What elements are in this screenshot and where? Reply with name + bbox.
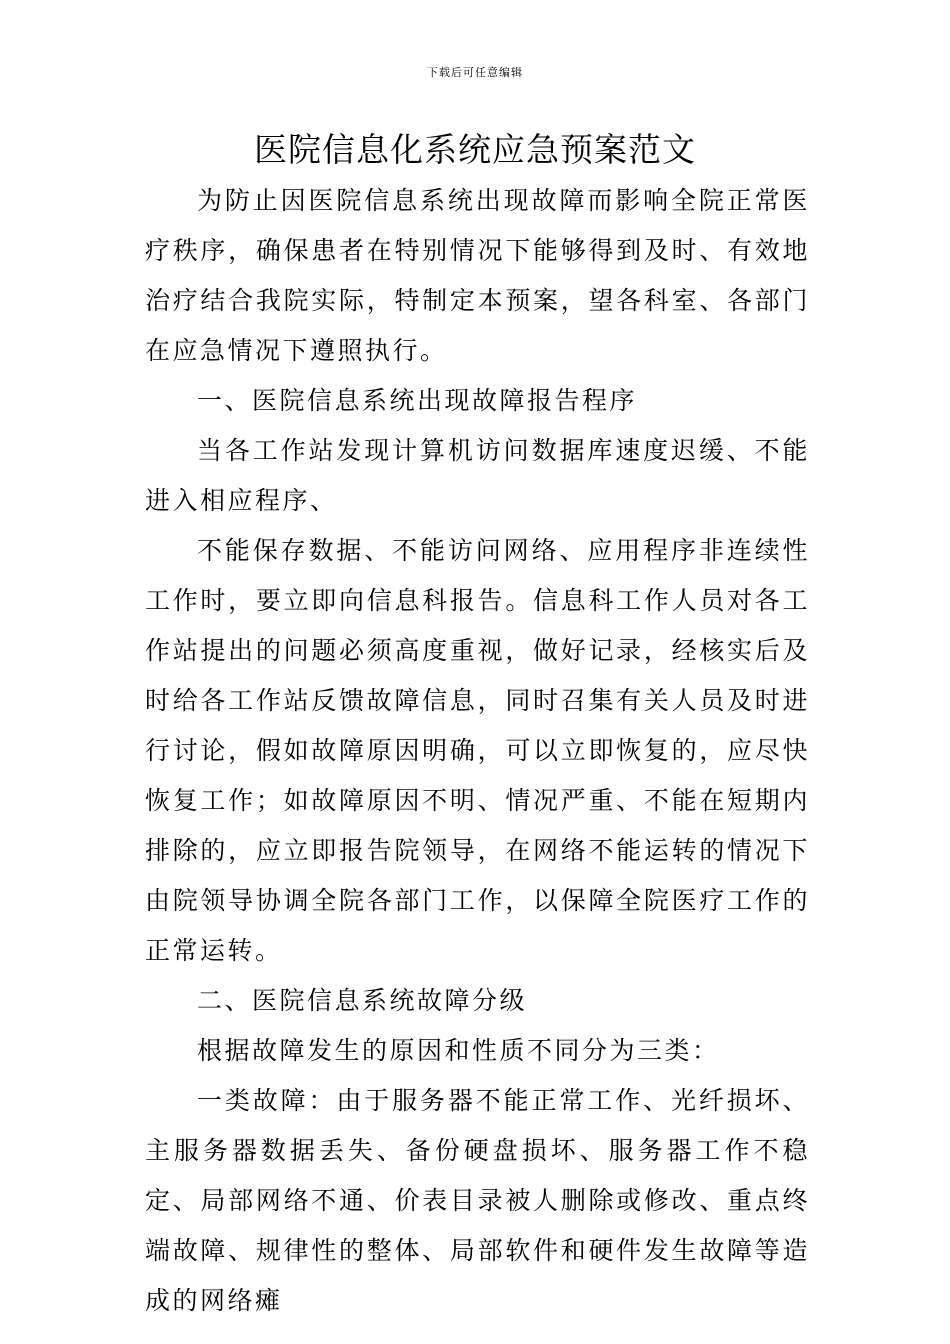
document-body — [145, 176, 810, 1326]
paragraph-report-1: 当各工作站发现计算机访问数据库速度迟缓、不能进入相应程序、 — [145, 436, 810, 515]
paragraph-report-2: 不能保存数据、不能访问网络、应用程序非连续性工作时，要立即向信息科报告。信息科工作人员对各工作站提出的问题必须高度重视，做好记录，经核实后及时给各工作站反馈故障信息，同时召集有关人员及时进行讨论，假如故障原因明确，可以立即恢复的，应尽快恢复工作；如故障原因不明、情况严重、不能在短期内排除的，应立即报告院领导，在网络不能运转的情况下由院领导协调全院各部门工作，以保障全院医疗工作的正常运转。 — [145, 536, 810, 965]
document-title: 医院信息化系统应急预案范文 — [254, 130, 696, 169]
paragraph-classification: 根据故障发生的原因和性质不同分为三类： — [197, 1036, 720, 1065]
section-heading-2: 二、医院信息系统故障分级 — [197, 986, 528, 1015]
paragraph-intro: 为防止因医院信息系统出现故障而影响全院正常医疗秩序，确保患者在特别情况下能够得到及时、有效地治疗结合我院实际，特制定本预案，望各科室、各部门在应急情况下遵照执行。 — [145, 186, 810, 365]
header-note: 下载后可任意编辑 — [427, 66, 523, 79]
section-heading-1: 一、医院信息系统出现故障报告程序 — [197, 386, 638, 415]
paragraph-class-one: 一类故障：由于服务器不能正常工作、光纤损坏、主服务器数据丢失、备份硬盘损坏、服务器工作不稳定、局部网络不通、价表目录被人删除或修改、重点终端故障、规律性的整体、局部软件和硬件发生故障等造成的网络瘫 — [145, 1086, 810, 1315]
